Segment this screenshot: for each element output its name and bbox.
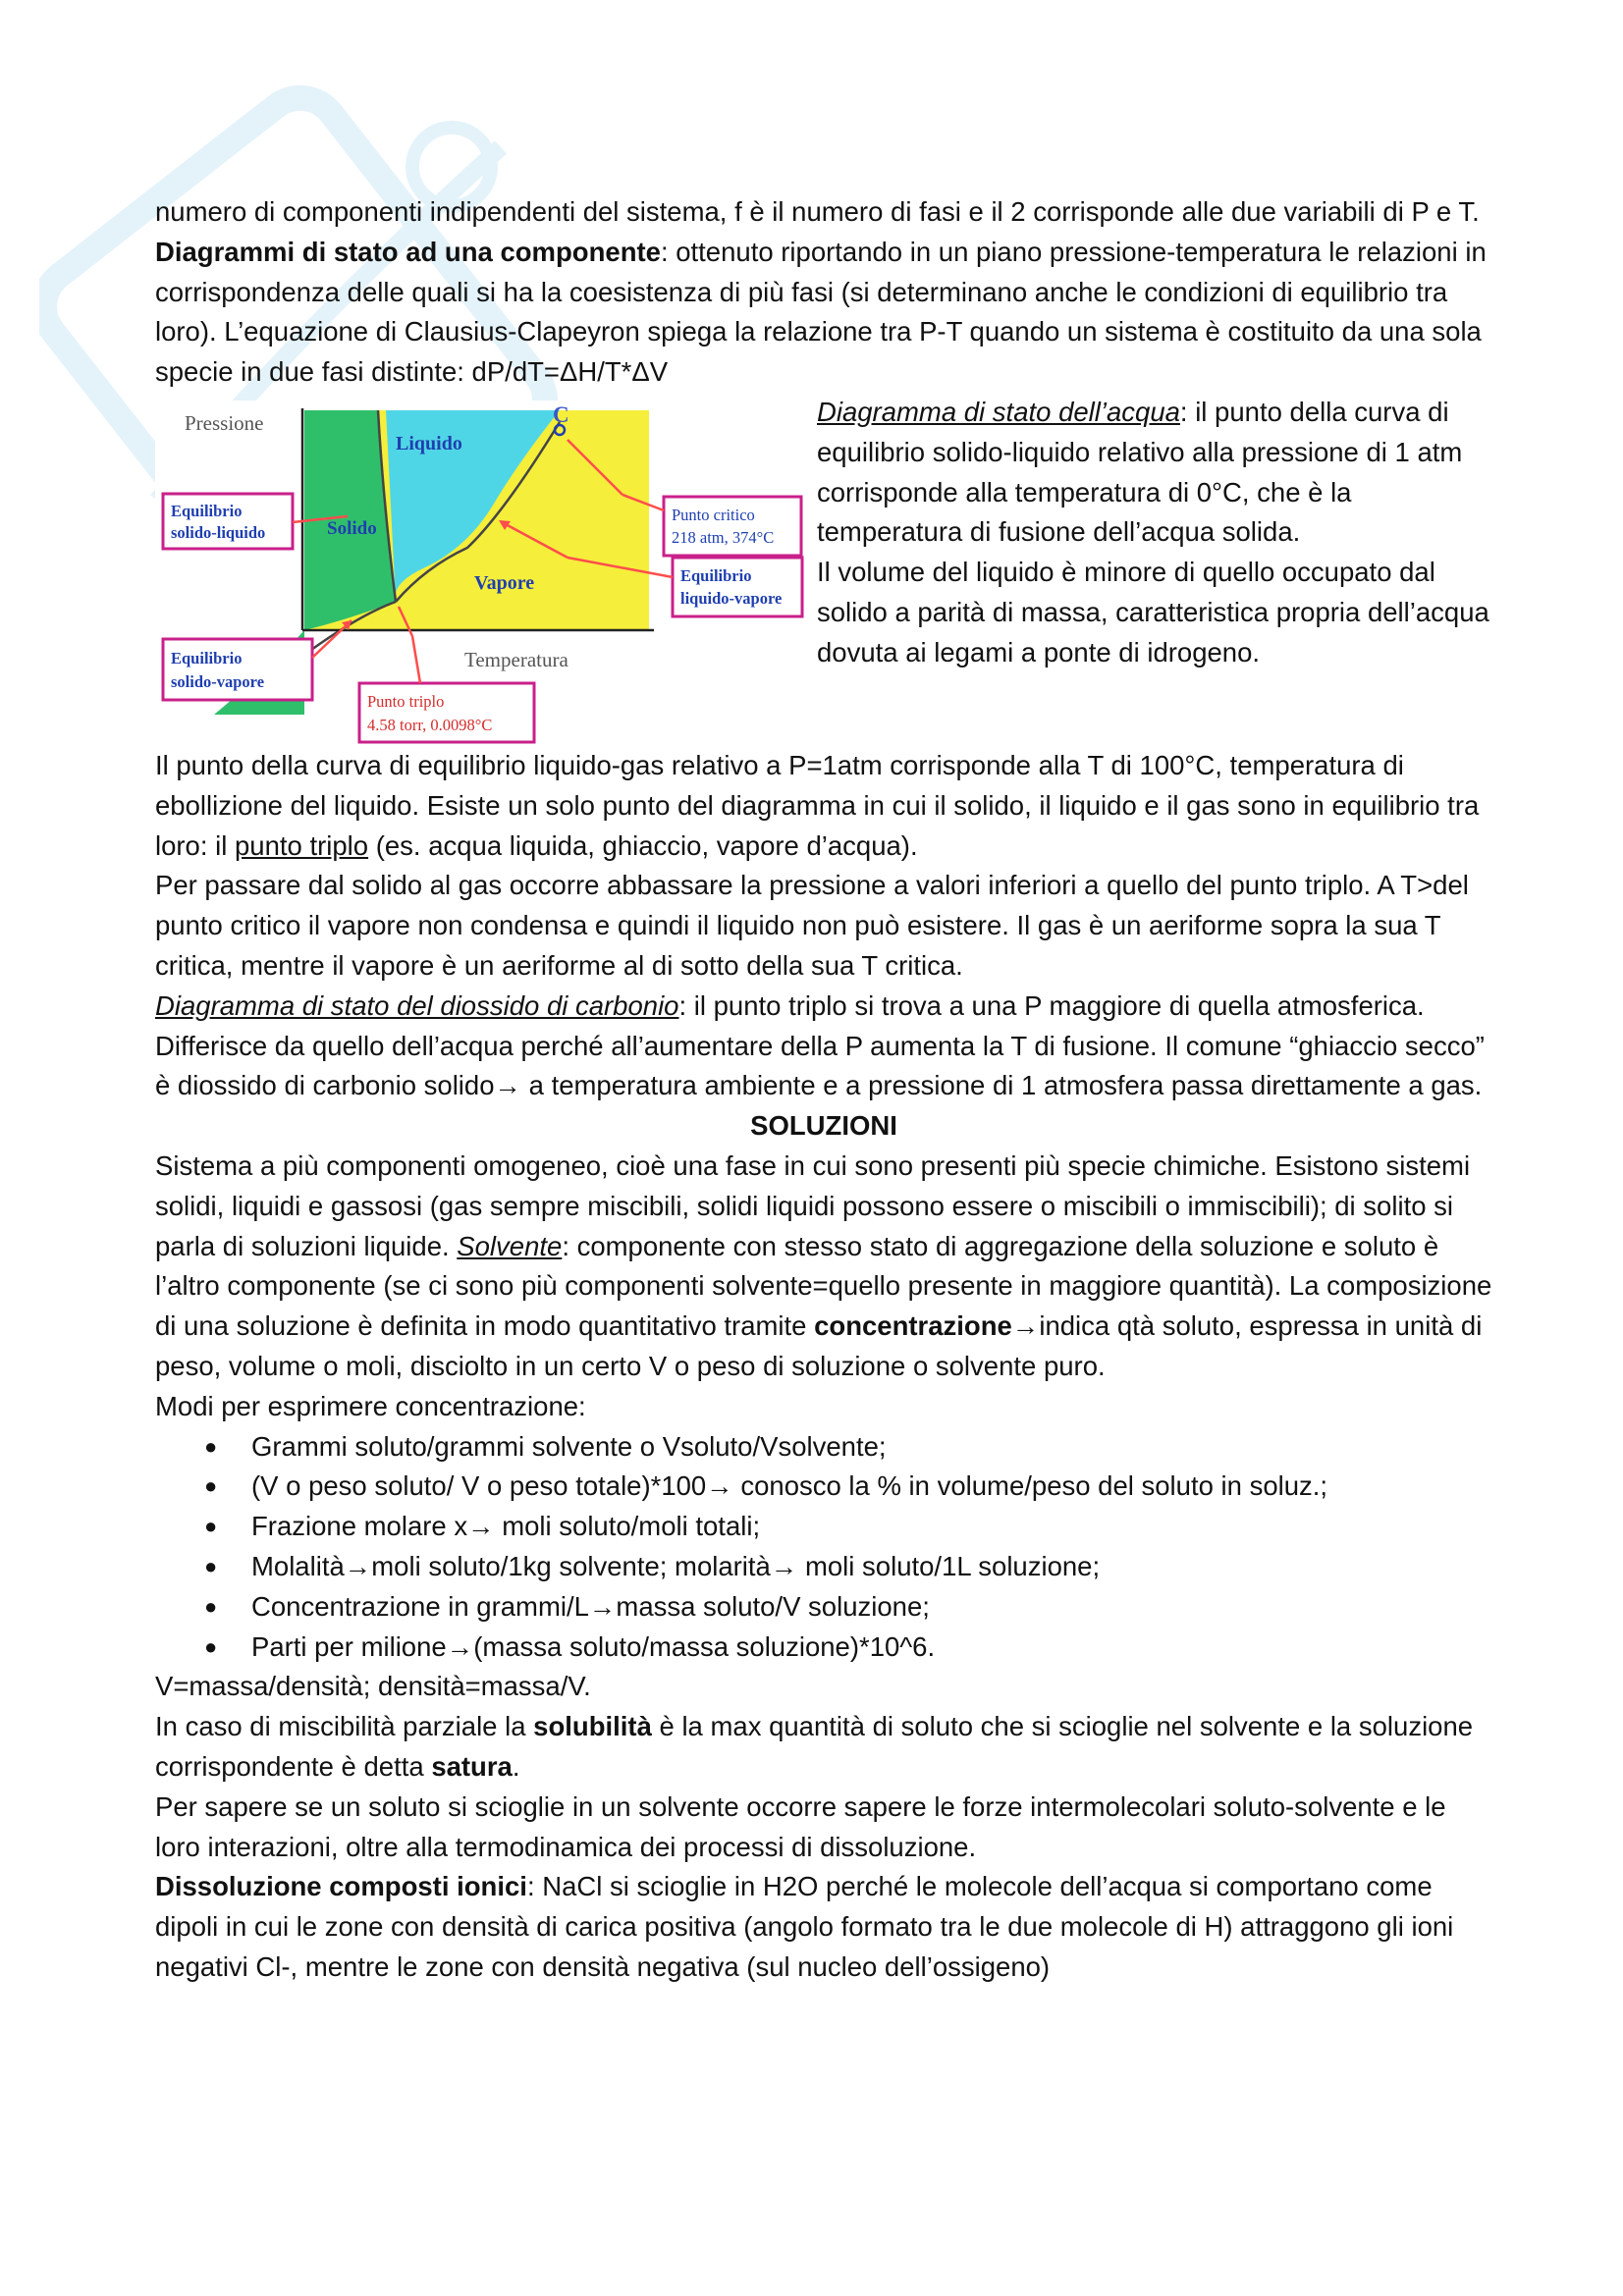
list-item: ● Concentrazione in grammi/L→massa soluto/V soluzione; bbox=[251, 1587, 1492, 1628]
list-item: ● Parti per milione→(massa soluto/massa soluzione)*10^6. bbox=[251, 1628, 1492, 1668]
acqua-paragraph bbox=[817, 393, 1492, 553]
axis-x-label: Temperatura bbox=[464, 647, 568, 671]
phase-diagram-svg bbox=[155, 400, 807, 746]
list-item: ● Molalità→moli soluto/1kg solvente; molarità→ moli soluto/1L soluzione; bbox=[251, 1547, 1492, 1587]
passare-paragraph bbox=[155, 866, 1492, 986]
box-solido-liquido-line2: solido-liquido bbox=[171, 522, 266, 542]
soluzioni-text-3: →indica qtà soluto, espressa in unità di peso, volume o moli, disciolto in un certo V o peso di soluzione o solvente puro. bbox=[155, 1310, 1483, 1381]
ionici-heading: Dissoluzione composti ionici bbox=[155, 1871, 527, 1902]
sapere-text: Per sapere se un soluto si scioglie in un solvente occorre sapere le forze intermolecolari soluto-solvente e le loro interazioni, oltre alla termodinamica dei processi di dissoluzione. bbox=[155, 1790, 1446, 1862]
box-triplo-line1: Punto triplo bbox=[367, 691, 445, 711]
passare-text: Per passare dal solido al gas occorre abbassare la pressione a valori inferiori a quello del punto triplo. A T>del punto critico il vapore non condensa e quindi il liquido non può esistere. Il gas è un aeriforme sopra la sua T critica, mentre il vapore è un aeriforme al di sotto della sua T critica. bbox=[155, 870, 1469, 981]
co2-paragraph bbox=[155, 987, 1492, 1106]
liquido-label: Liquido bbox=[396, 432, 462, 454]
list-item: ● Grammi soluto/grammi solvente o Vsoluto/Vsolvente; bbox=[251, 1427, 1492, 1468]
intro-text: numero di componenti indipendenti del sistema, f è il numero di fasi e il 2 corrisponde alle due variabili di P e T. bbox=[155, 196, 1480, 227]
box-critico-line1: Punto critico bbox=[672, 505, 755, 524]
solubilita-term: solubilità bbox=[533, 1711, 652, 1742]
gas-text-after: (es. acqua liquida, ghiaccio, vapore d’acqua). bbox=[368, 829, 918, 861]
box-solido-liquido-line1: Equilibrio bbox=[171, 501, 243, 520]
list-item: ● Frazione molare x→ moli soluto/moli totali; bbox=[251, 1507, 1492, 1547]
list-item: ● (V o peso soluto/ V o peso totale)*100→ conosco la % in volume/peso del soluto in soluz.; bbox=[251, 1467, 1492, 1507]
solub-text-1: In caso di miscibilità parziale la bbox=[155, 1711, 534, 1742]
diagrammi-text: : ottenuto riportando in un piano pressione-temperatura le relazioni in corrispondenza delle quali si ha la coesistenza di più fasi (si determinano anche le condizioni di equilibrio tra loro). L’equazione di Clausius-Clapeyron spiega la relazione tra P-T quando un sistema è costituito da una sola specie in due fasi distinte: dP/dT=ΔH/T*ΔV bbox=[155, 236, 1487, 388]
figure-row bbox=[155, 393, 1492, 746]
soluzioni-heading: SOLUZIONI bbox=[750, 1110, 897, 1142]
soluzioni-paragraph bbox=[155, 1147, 1492, 1387]
gas-paragraph bbox=[155, 746, 1492, 866]
soluzioni-text-1: Sistema a più componenti omogeneo, cioè una fase in cui sono presenti più specie chimiche. Esistono sistemi solidi, liquidi e gassosi (gas sempre miscibili, solidi liquidi possono essere o miscibili o immiscibili); di solito si parla di soluzioni liquide. bbox=[155, 1149, 1471, 1261]
solub-text-3: . bbox=[512, 1750, 520, 1782]
modi-paragraph bbox=[155, 1387, 1492, 1427]
concentration-list bbox=[155, 1427, 1492, 1668]
densita-text: V=massa/densità; densità=massa/V. bbox=[155, 1671, 591, 1702]
acqua-title: Diagramma di stato dell’acqua bbox=[817, 396, 1180, 427]
intro-paragraph bbox=[155, 192, 1492, 233]
densita-paragraph bbox=[155, 1667, 1492, 1707]
solubilita-paragraph bbox=[155, 1707, 1492, 1788]
figure-caption-text bbox=[807, 393, 1492, 673]
solvente-term: Solvente bbox=[457, 1230, 563, 1261]
volume-text: Il volume del liquido è minore di quello occupato dal solido a parità di massa, caratteristica propria dell’acqua dovuta ai legami a ponte di idrogeno. bbox=[817, 557, 1489, 667]
satura-term: satura bbox=[431, 1750, 513, 1782]
phase-diagram-figure bbox=[155, 400, 807, 746]
solido-label: Solido bbox=[327, 517, 377, 539]
sapere-paragraph bbox=[155, 1788, 1492, 1868]
document-page bbox=[155, 192, 1492, 1988]
box-liquido-vapore-line1: Equilibrio bbox=[680, 565, 752, 585]
diagrammi-heading: Diagrammi di stato ad una componente bbox=[155, 236, 661, 267]
concentrazione-term: concentrazione bbox=[814, 1310, 1012, 1342]
co2-text: : il punto triplo si trova a una P maggiore di quella atmosferica. Differisce da quello dell’acqua perché all’aumentare della P aumenta la T di fusione. Il comune “ghiaccio secco” è diossido di carbonio solido→ a temperatura ambiente e a pressione di 1 atmosfera passa direttamente a gas. bbox=[155, 989, 1485, 1101]
co2-title: Diagramma di stato del diossido di carbonio bbox=[155, 989, 679, 1021]
acqua-text: : il punto della curva di equilibrio solido-liquido relativo alla pressione di 1 atm corrisponde alla temperatura di 0°C, che è la temperatura di fusione dell’acqua solida. bbox=[817, 396, 1463, 548]
box-critico-line2: 218 atm, 374°C bbox=[672, 527, 775, 547]
critical-point-label: C bbox=[553, 401, 569, 427]
vapore-label: Vapore bbox=[474, 571, 535, 594]
volume-paragraph bbox=[817, 553, 1492, 672]
ionici-text: : NaCl si scioglie in H2O perché le molecole dell’acqua si comportano come dipoli in cui le zone con densità di carica positiva (angolo formato tra le due molecole di H) attraggono gli ioni negativi Cl-, mentre le zone con densità negativa (sul nucleo dell’ossigeno) bbox=[155, 1871, 1454, 1982]
box-solido-vapore-line1: Equilibrio bbox=[171, 648, 243, 667]
modi-text: Modi per esprimere concentrazione: bbox=[155, 1390, 586, 1421]
ionici-paragraph bbox=[155, 1867, 1492, 1987]
solub-text-2: è la max quantità di soluto che si scioglie nel solvente e la soluzione corrispondente è detta bbox=[155, 1711, 1474, 1782]
axis-y-label: Pressione bbox=[185, 410, 264, 435]
box-liquido-vapore-line2: liquido-vapore bbox=[680, 588, 783, 608]
box-solido-vapore-line2: solido-vapore bbox=[171, 671, 265, 691]
soluzioni-text-2: : componente con stesso stato di aggregazione della soluzione e soluto è l’altro componente (se ci sono più componenti solvente=quello presente in maggiore quantità). La composizione di una soluzione è definita in modo quantitativo tramite bbox=[155, 1230, 1492, 1342]
diagrammi-paragraph bbox=[155, 233, 1492, 393]
box-triplo-line2: 4.58 torr, 0.0098°C bbox=[367, 715, 493, 734]
punto-triplo-link: punto triplo bbox=[235, 829, 369, 861]
gas-text-before: Il punto della curva di equilibrio liquido-gas relativo a P=1atm corrisponde alla T di 100°C, temperatura di ebollizione del liquido. Esiste un solo punto del diagramma in cui il solido, il liquido e il gas sono in equilibrio tra loro: il bbox=[155, 749, 1480, 861]
